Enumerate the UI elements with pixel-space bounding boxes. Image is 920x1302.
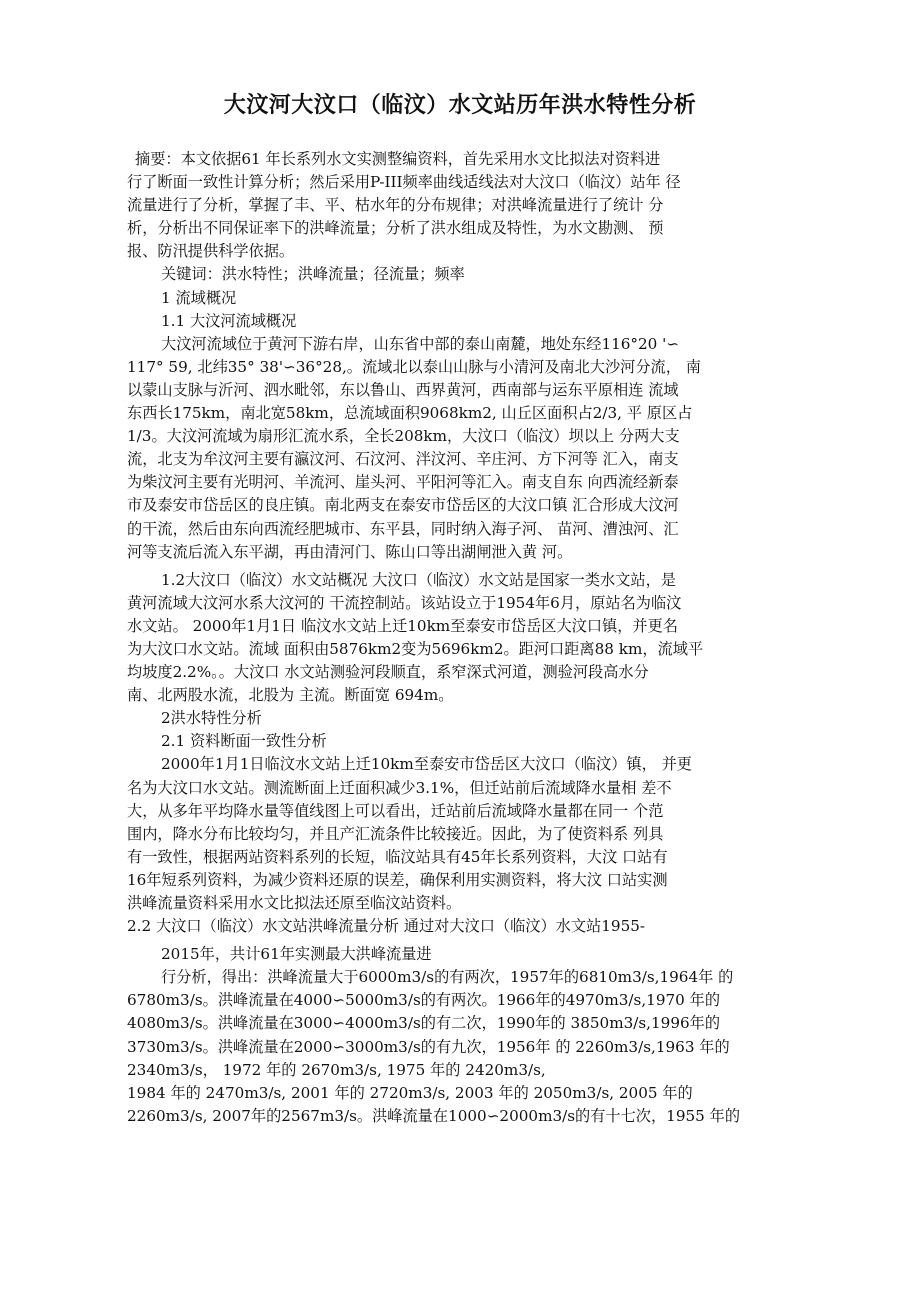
paragraph-line: 行分析，得出：洪峰流量大于6000m3/s的有两次，1957年的6810m3/s,1964年 的 <box>161 968 734 987</box>
keywords-line: 关键词：洪水特性；洪峰流量；径流量；频率 <box>161 265 465 284</box>
section-heading: 2洪水特性分析 <box>161 709 262 728</box>
paragraph-line: 流，北支为牟汶河主要有瀛汶河、石汶河、泮汶河、辛庄河、方下河等 汇入，南支 <box>127 450 679 469</box>
paragraph-line: 有一致性，根据两站资料系列的长短，临汶站具有45年长系列资料，大汶 口站有 <box>127 847 668 866</box>
paragraph-line <box>127 1128 795 1151</box>
paragraph-line: 河等支流后流入东平湖，再由清河门、陈山口等出湖闸泄入黄 河。 <box>127 542 573 561</box>
section-heading: 1 流域概况 <box>161 288 237 307</box>
abstract-line: 行了断面一致性计算分析；然后采用P-III频率曲线适线法对大汶口（临汶）站年 径 <box>127 173 681 192</box>
paragraph-line: 市及泰安市岱岳区的良庄镇。南北两支在泰安市岱岳区的大汶口镇 汇合形成大汶河 <box>127 496 679 515</box>
paragraph-line: 大汶河流域位于黄河下游右岸，山东省中部的泰山南麓，地处东经116°20 '∽ <box>161 334 680 353</box>
paragraph-line: 东西长175km，南北宽58km，总流域面积9068km2, 山丘区面积占2/3, 平 原区占 <box>127 404 693 423</box>
paragraph-line: 大，从多年平均降水量等值线图上可以看出，迁站前后流域降水量都在同一 个范 <box>127 801 664 820</box>
paragraph-line: 为大汶口水文站。流域 面积由5876km2变为5696km2。距河口距离88 km，流域平 <box>127 639 704 658</box>
subsection-heading: 2.1 资料断面一致性分析 <box>161 732 327 751</box>
paragraph-line: 以蒙山支脉与沂河、泗水毗邻，东以鲁山、西界黄河，西南部与运东平原相连 流域 <box>127 380 679 399</box>
paragraph-line: 水文站。 2000年1月1日 临汶水文站上迁10km至泰安市岱岳区大汶口镇，并更名 <box>127 616 678 635</box>
paragraph-line: 117° 59, 北纬35° 38'∽36°28,。流域北以泰山山脉与小清河及南北大沙河分流， 南 <box>127 357 701 376</box>
paragraph-line: 4080m3/s。洪峰流量在3000∽4000m3/s的有二次，1990年的 3850m3/s,1996年的 <box>127 1014 721 1033</box>
paragraph-line: 黄河流域大汶河水系大汶河的 干流控制站。该站设立于1954年6月，原站名为临汶 <box>127 593 682 612</box>
paragraph-line: 名为大汶口水文站。测流断面上迁面积减少3.1%，但迁站前后流域降水量相 差不 <box>127 778 672 797</box>
paragraph-line: 1/3。大汶河流域为扇形汇流水系，全长208km，大汶口（临汶）坝以上 分两大支 <box>127 427 680 446</box>
paragraph-line: 均坡度2.2%。。大汶口 水文站测验河段顺直，系窄深式河道，测验河段高水分 <box>127 663 649 682</box>
paragraph-line: 2015年，共计61年实测最大洪峰流量进 <box>161 945 432 964</box>
paragraph-line: 16年短系列资料，为减少资料还原的误差，确保利用实测资料，将大汶 口站实测 <box>127 870 668 889</box>
paragraph-line: 2340m3/s， 1972 年的 2670m3/s, 1975 年的 2420m3/s, <box>127 1060 546 1079</box>
paragraph-line: 1984 年的 2470m3/s, 2001 年的 2720m3/s, 2003 年的 2050m3/s, 2005 年的 <box>127 1083 693 1102</box>
paragraph-line: 2.2 大汶口（临汶）水文站洪峰流量分析 通过对大汶口（临汶）水文站1955- <box>127 917 646 936</box>
paragraph-line: 2260m3/s, 2007年的2567m3/s。洪峰流量在1000∽2000m3/s的有十七次，1955 年的 <box>127 1106 741 1125</box>
paragraph-line: 6780m3/s。洪峰流量在4000∽5000m3/s的有两次。1966年的4970m3/s,1970 年的 <box>127 991 721 1010</box>
paragraph-line: 为柴汶河主要有光明河、羊流河、崖头河、平阳河等汇入。南支自东 向西流经新泰 <box>127 473 679 492</box>
paragraph-line: 南、北两股水流，北股为 主流。断面宽 694m。 <box>127 686 454 705</box>
abstract-line: 报、防汛提供科学依据。 <box>127 242 295 261</box>
abstract-line: 摘要：本文依据61 年长系列水文实测整编资料，首先采用水文比拟法对资料进 <box>135 150 661 168</box>
document-title: 大汶河大汶口（临汶）水文站历年洪水特性分析 <box>223 93 697 118</box>
abstract-line: 流量进行了分析，掌握了丰、平、枯水年的分布规律；对洪峰流量进行了统计 分 <box>127 196 664 215</box>
document-body <box>127 148 795 1151</box>
paragraph-line: 洪峰流量资料采用水文比拟法还原至临汶站资料。 <box>127 894 462 912</box>
subsection-heading: 1.1 大汶河流域概况 <box>161 311 297 330</box>
abstract-line: 析，分析出不同保证率下的洪峰流量；分析了洪水组成及特性，为水文勘测、 预 <box>127 219 664 238</box>
paragraph-line: 围内，降水分布比较均匀，并且产汇流条件比较接近。因此，为了使资料系 列具 <box>127 824 664 843</box>
paragraph-line: 的干流，然后由东向西流经肥城市、东平县，同时纳入海子河、 苗河、漕浊河、汇 <box>127 519 679 538</box>
paragraph-line: 3730m3/s。洪峰流量在2000∽3000m3/s的有九次，1956年 的 2260m3/s,1963 年的 <box>127 1037 730 1056</box>
paragraph-line: 1.2大汶口（临汶）水文站概况 大汶口（临汶）水文站是国家一类水文站，是 <box>161 570 676 589</box>
paragraph-line: 2000年1月1日临汶水文站上迁10km至泰安市岱岳区大汶口（临汶）镇， 并更 <box>161 755 692 774</box>
